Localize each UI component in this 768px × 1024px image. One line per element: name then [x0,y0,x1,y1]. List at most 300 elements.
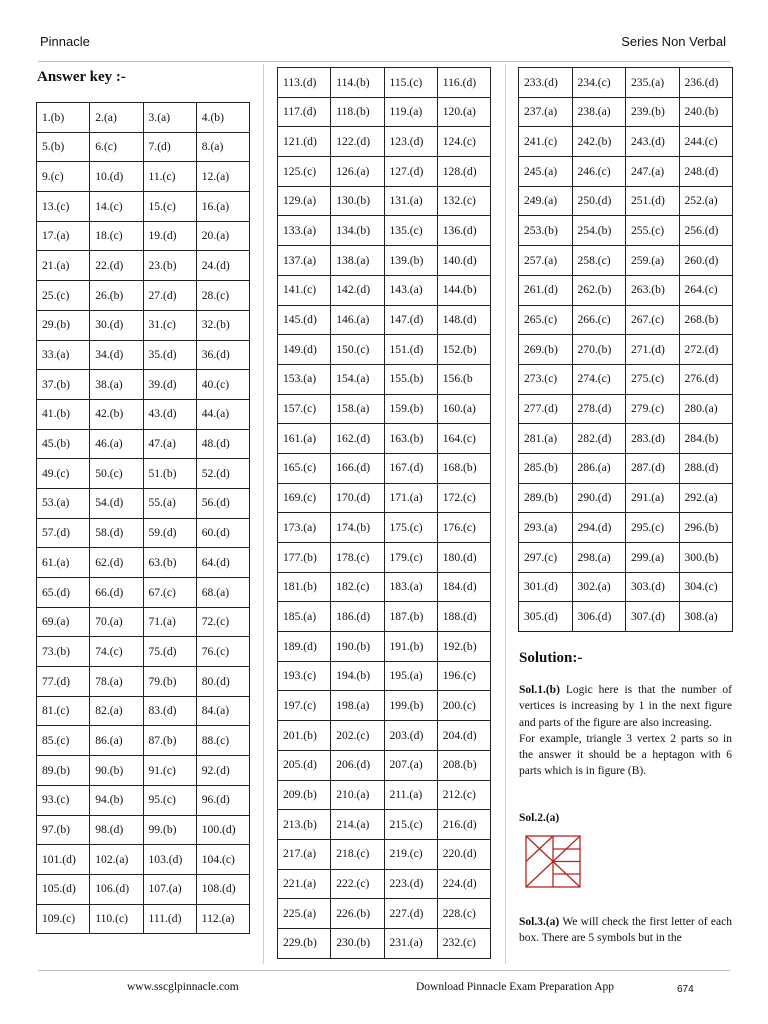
answer-cell: 114.(b) [331,68,384,98]
answer-cell: 87.(b) [143,726,196,756]
answer-cell: 253.(b) [519,216,573,246]
answer-cell: 34.(d) [90,340,143,370]
answer-cell: 115.(c) [384,68,437,98]
answer-cell: 134.(b) [331,216,384,246]
answer-cell: 147.(d) [384,305,437,335]
header-subject: Series Non Verbal [621,34,726,49]
answer-cell: 259.(a) [626,246,680,276]
answer-cell: 66.(d) [90,578,143,608]
answer-cell: 74.(c) [90,637,143,667]
answer-cell: 220.(d) [437,839,490,869]
answer-cell: 130.(b) [331,186,384,216]
answer-cell: 90.(b) [90,756,143,786]
table-row [37,815,250,845]
answer-cell: 188.(d) [437,602,490,632]
table-row [519,216,733,246]
answer-cell: 82.(a) [90,696,143,726]
table-row [278,543,491,573]
answer-cell: 136.(d) [437,216,490,246]
answer-cell: 42.(b) [90,399,143,429]
table-row [519,186,733,216]
answer-cell: 261.(d) [519,275,573,305]
answer-cell: 149.(d) [278,335,331,365]
answer-cell: 182.(c) [331,572,384,602]
table-row [519,364,733,394]
answer-cell: 207.(a) [384,750,437,780]
answer-cell: 92.(d) [196,756,249,786]
answer-cell: 291.(a) [626,483,680,513]
answer-cell: 84.(a) [196,696,249,726]
answer-cell: 140.(d) [437,246,490,276]
answer-cell: 105.(d) [37,874,90,904]
answer-cell: 252.(a) [679,186,733,216]
answer-cell: 5.(b) [37,132,90,162]
answer-cell: 236.(d) [679,68,733,98]
answer-cell: 36.(d) [196,340,249,370]
answer-cell: 209.(b) [278,780,331,810]
answer-cell: 224.(d) [437,869,490,899]
answer-cell: 271.(d) [626,335,680,365]
answer-cell: 295.(c) [626,513,680,543]
answer-cell: 26.(b) [90,281,143,311]
answer-cell: 59.(d) [143,518,196,548]
answer-cell: 64.(d) [196,548,249,578]
answer-cell: 160.(a) [437,394,490,424]
answer-cell: 120.(a) [437,97,490,127]
answer-cell: 180.(d) [437,543,490,573]
answer-cell: 97.(b) [37,815,90,845]
answer-cell: 174.(b) [331,513,384,543]
answer-cell: 305.(d) [519,602,573,632]
answer-cell: 290.(d) [572,483,626,513]
answer-cell: 129.(a) [278,186,331,216]
answer-cell: 148.(d) [437,305,490,335]
table-row [278,780,491,810]
answer-cell: 232.(c) [437,928,490,958]
answer-cell: 51.(b) [143,459,196,489]
table-row [278,305,491,335]
answer-cell: 44.(a) [196,399,249,429]
table-row [278,513,491,543]
table-row [37,785,250,815]
table-row [278,928,491,958]
answer-cell: 249.(a) [519,186,573,216]
answer-cell: 101.(d) [37,845,90,875]
answer-cell: 133.(a) [278,216,331,246]
answer-cell: 71.(a) [143,607,196,637]
answer-cell: 246.(c) [572,157,626,187]
answer-cell: 294.(d) [572,513,626,543]
solution-3 [519,914,732,948]
answer-cell: 181.(b) [278,572,331,602]
answer-cell: 100.(d) [196,815,249,845]
answer-cell: 171.(a) [384,483,437,513]
table-row [278,839,491,869]
table-row [519,68,733,98]
answer-cell: 276.(d) [679,364,733,394]
answer-cell: 29.(b) [37,310,90,340]
table-row [519,335,733,365]
answer-cell: 16.(a) [196,192,249,222]
answer-cell: 194.(b) [331,661,384,691]
answer-cell: 11.(c) [143,162,196,192]
answer-cell: 158.(a) [331,394,384,424]
answer-cell: 277.(d) [519,394,573,424]
answer-cell: 80.(d) [196,667,249,697]
answer-cell: 72.(c) [196,607,249,637]
answer-cell: 116.(d) [437,68,490,98]
table-row [37,310,250,340]
table-row [37,696,250,726]
table-row [278,157,491,187]
answer-cell: 268.(b) [679,305,733,335]
answer-cell: 243.(d) [626,127,680,157]
answer-cell: 55.(a) [143,488,196,518]
answer-cell: 4.(b) [196,103,249,133]
answer-cell: 287.(d) [626,453,680,483]
table-row [519,424,733,454]
table-row [278,424,491,454]
table-row [37,845,250,875]
answer-cell: 304.(c) [679,572,733,602]
answer-cell: 7.(d) [143,132,196,162]
table-row [37,399,250,429]
answer-cell: 284.(b) [679,424,733,454]
answer-cell: 219.(c) [384,839,437,869]
answer-cell: 138.(a) [331,246,384,276]
answer-cell: 10.(d) [90,162,143,192]
answer-cell: 178.(c) [331,543,384,573]
answer-cell: 270.(b) [572,335,626,365]
answer-cell: 248.(d) [679,157,733,187]
answer-cell: 146.(a) [331,305,384,335]
answer-cell: 241.(c) [519,127,573,157]
footer-website-link[interactable]: www.sscglpinnacle.com [127,981,239,993]
answer-cell: 70.(a) [90,607,143,637]
page-number: 674 [677,984,694,995]
answer-cell: 119.(a) [384,97,437,127]
answer-cell: 79.(b) [143,667,196,697]
answer-cell: 69.(a) [37,607,90,637]
answer-cell: 175.(c) [384,513,437,543]
answer-cell: 47.(a) [143,429,196,459]
table-row [278,364,491,394]
answer-cell: 185.(a) [278,602,331,632]
answer-cell: 204.(d) [437,721,490,751]
table-row [519,305,733,335]
answer-cell: 300.(b) [679,543,733,573]
answer-cell: 121.(d) [278,127,331,157]
answer-cell: 145.(d) [278,305,331,335]
answer-cell: 245.(a) [519,157,573,187]
answer-cell: 199.(b) [384,691,437,721]
answer-cell: 196.(c) [437,661,490,691]
answer-cell: 296.(b) [679,513,733,543]
answer-cell: 227.(d) [384,899,437,929]
answer-cell: 53.(a) [37,488,90,518]
answer-cell: 213.(b) [278,810,331,840]
table-row [37,459,250,489]
answer-cell: 269.(b) [519,335,573,365]
answer-cell: 123.(d) [384,127,437,157]
answer-cell: 212.(c) [437,780,490,810]
solution-1 [519,682,732,780]
table-row [519,97,733,127]
answer-cell: 240.(b) [679,97,733,127]
answer-cell: 1.(b) [37,103,90,133]
answer-cell: 15.(c) [143,192,196,222]
answer-cell: 260.(d) [679,246,733,276]
answer-cell: 308.(a) [679,602,733,632]
answer-cell: 164.(c) [437,424,490,454]
table-row [37,429,250,459]
answer-cell: 225.(a) [278,899,331,929]
answer-cell: 162.(d) [331,424,384,454]
table-row [37,192,250,222]
solution-2-label: Sol.2.(a) [519,812,560,824]
answer-cell: 275.(c) [626,364,680,394]
answer-cell: 169.(c) [278,483,331,513]
answer-cell: 274.(c) [572,364,626,394]
answer-cell: 126.(a) [331,157,384,187]
answer-cell: 150.(c) [331,335,384,365]
table-row [37,874,250,904]
answer-cell: 35.(d) [143,340,196,370]
answer-cell: 283.(d) [626,424,680,454]
answer-cell: 306.(d) [572,602,626,632]
answer-cell: 37.(b) [37,370,90,400]
answer-cell: 172.(c) [437,483,490,513]
answer-cell: 218.(c) [331,839,384,869]
answer-cell: 256.(d) [679,216,733,246]
answer-cell: 205.(d) [278,750,331,780]
answer-cell: 111.(d) [143,904,196,934]
answer-cell: 50.(c) [90,459,143,489]
answer-cell: 77.(d) [37,667,90,697]
answer-cell: 31.(c) [143,310,196,340]
answer-key-table [277,67,491,959]
answer-cell: 45.(b) [37,429,90,459]
answer-cell: 285.(b) [519,453,573,483]
answer-cell: 201.(b) [278,721,331,751]
table-row [37,281,250,311]
answer-cell: 231.(a) [384,928,437,958]
solution-2 [519,810,732,826]
table-row [278,632,491,662]
solution-1-label: Sol.1.(b) [519,684,560,696]
answer-cell: 189.(d) [278,632,331,662]
answer-cell: 155.(b) [384,364,437,394]
answer-cell: 46.(a) [90,429,143,459]
table-row [37,340,250,370]
answer-cell: 139.(b) [384,246,437,276]
answer-cell: 142.(d) [331,275,384,305]
answer-cell: 299.(a) [626,543,680,573]
answer-cell: 94.(b) [90,785,143,815]
table-row [278,453,491,483]
answer-cell: 301.(d) [519,572,573,602]
answer-cell: 215.(c) [384,810,437,840]
answer-cell: 99.(b) [143,815,196,845]
answer-cell: 179.(c) [384,543,437,573]
table-row [278,483,491,513]
column-divider [505,64,506,964]
answer-cell: 292.(a) [679,483,733,513]
answer-cell: 9.(c) [37,162,90,192]
table-row [278,275,491,305]
answer-cell: 125.(c) [278,157,331,187]
answer-cell: 56.(d) [196,488,249,518]
answer-cell: 127.(d) [384,157,437,187]
answer-cell: 18.(c) [90,221,143,251]
answer-cell: 14.(c) [90,192,143,222]
answer-cell: 203.(d) [384,721,437,751]
answer-cell: 43.(d) [143,399,196,429]
table-row [37,667,250,697]
table-row [278,335,491,365]
answer-cell: 281.(a) [519,424,573,454]
solution-1-example: For example, triangle 3 vertex 2 parts so in the answer it should be a heptagon with 6 parts which is in figure (B). [519,732,732,778]
answer-cell: 49.(c) [37,459,90,489]
answer-cell: 107.(a) [143,874,196,904]
answer-cell: 229.(b) [278,928,331,958]
answer-cell: 272.(d) [679,335,733,365]
table-row [37,607,250,637]
answer-cell: 210.(a) [331,780,384,810]
answer-cell: 159.(b) [384,394,437,424]
table-row [37,756,250,786]
answer-cell: 187.(b) [384,602,437,632]
answer-cell: 151.(d) [384,335,437,365]
table-row [37,162,250,192]
answer-cell: 3.(a) [143,103,196,133]
answer-cell: 117.(d) [278,97,331,127]
table-row [278,572,491,602]
table-row [37,726,250,756]
answer-cell: 263.(b) [626,275,680,305]
answer-cell: 258.(c) [572,246,626,276]
answer-cell: 106.(d) [90,874,143,904]
table-row [37,637,250,667]
table-row [37,132,250,162]
answer-cell: 254.(b) [572,216,626,246]
answer-cell: 206.(d) [331,750,384,780]
answer-cell: 95.(c) [143,785,196,815]
table-row [278,602,491,632]
answer-cell: 89.(b) [37,756,90,786]
answer-cell: 33.(a) [37,340,90,370]
table-row [37,103,250,133]
answer-cell: 223.(d) [384,869,437,899]
answer-cell: 108.(d) [196,874,249,904]
answer-cell: 144.(b) [437,275,490,305]
table-row [519,127,733,157]
table-row [37,578,250,608]
answer-cell: 217.(a) [278,839,331,869]
answer-cell: 237.(a) [519,97,573,127]
table-row [37,251,250,281]
table-row [37,370,250,400]
solution-title: Solution:- [519,650,583,666]
answer-cell: 112.(a) [196,904,249,934]
answer-cell: 191.(b) [384,632,437,662]
answer-cell: 288.(d) [679,453,733,483]
answer-cell: 73.(b) [37,637,90,667]
table-row [519,572,733,602]
answer-cell: 48.(d) [196,429,249,459]
answer-cell: 293.(a) [519,513,573,543]
answer-cell: 27.(d) [143,281,196,311]
table-row [37,548,250,578]
answer-cell: 208.(b) [437,750,490,780]
answer-cell: 19.(d) [143,221,196,251]
table-row [37,518,250,548]
answer-cell: 166.(d) [331,453,384,483]
answer-cell: 298.(a) [572,543,626,573]
table-row [278,721,491,751]
answer-cell: 279.(c) [626,394,680,424]
column-divider [263,64,264,964]
answer-cell: 13.(c) [37,192,90,222]
answer-cell: 280.(a) [679,394,733,424]
answer-cell: 173.(a) [278,513,331,543]
table-row [278,97,491,127]
answer-cell: 214.(a) [331,810,384,840]
answer-cell: 103.(d) [143,845,196,875]
table-row [37,904,250,934]
answer-cell: 52.(d) [196,459,249,489]
answer-cell: 202.(c) [331,721,384,751]
answer-key-table [36,102,250,934]
answer-cell: 278.(d) [572,394,626,424]
answer-cell: 83.(d) [143,696,196,726]
header-title: Pinnacle [40,34,90,49]
solution-3-label: Sol.3.(a) [519,916,560,928]
answer-cell: 104.(c) [196,845,249,875]
solution-1-text: Logic here is that the number of vertices is increasing by 1 in the next figure and parts of the figure are also increasing. [519,684,733,729]
answer-cell: 113.(d) [278,68,331,98]
table-row [519,157,733,187]
answer-cell: 12.(a) [196,162,249,192]
answer-cell: 170.(d) [331,483,384,513]
answer-cell: 141.(c) [278,275,331,305]
table-row [37,221,250,251]
answer-cell: 153.(a) [278,364,331,394]
answer-cell: 239.(b) [626,97,680,127]
answer-cell: 192.(b) [437,632,490,662]
answer-cell: 264.(c) [679,275,733,305]
solution-2-figure [525,835,581,888]
answer-cell: 163.(b) [384,424,437,454]
answer-cell: 38.(a) [90,370,143,400]
answer-cell: 61.(a) [37,548,90,578]
answer-cell: 60.(d) [196,518,249,548]
answer-cell: 24.(d) [196,251,249,281]
table-row [278,394,491,424]
answer-cell: 193.(c) [278,661,331,691]
answer-cell: 152.(b) [437,335,490,365]
answer-cell: 135.(c) [384,216,437,246]
answer-cell: 183.(a) [384,572,437,602]
table-row [278,216,491,246]
answer-cell: 124.(c) [437,127,490,157]
table-row [278,246,491,276]
answer-cell: 22.(d) [90,251,143,281]
answer-cell: 161.(a) [278,424,331,454]
answer-cell: 221.(a) [278,869,331,899]
table-row [278,750,491,780]
answer-cell: 156.(b [437,364,490,394]
